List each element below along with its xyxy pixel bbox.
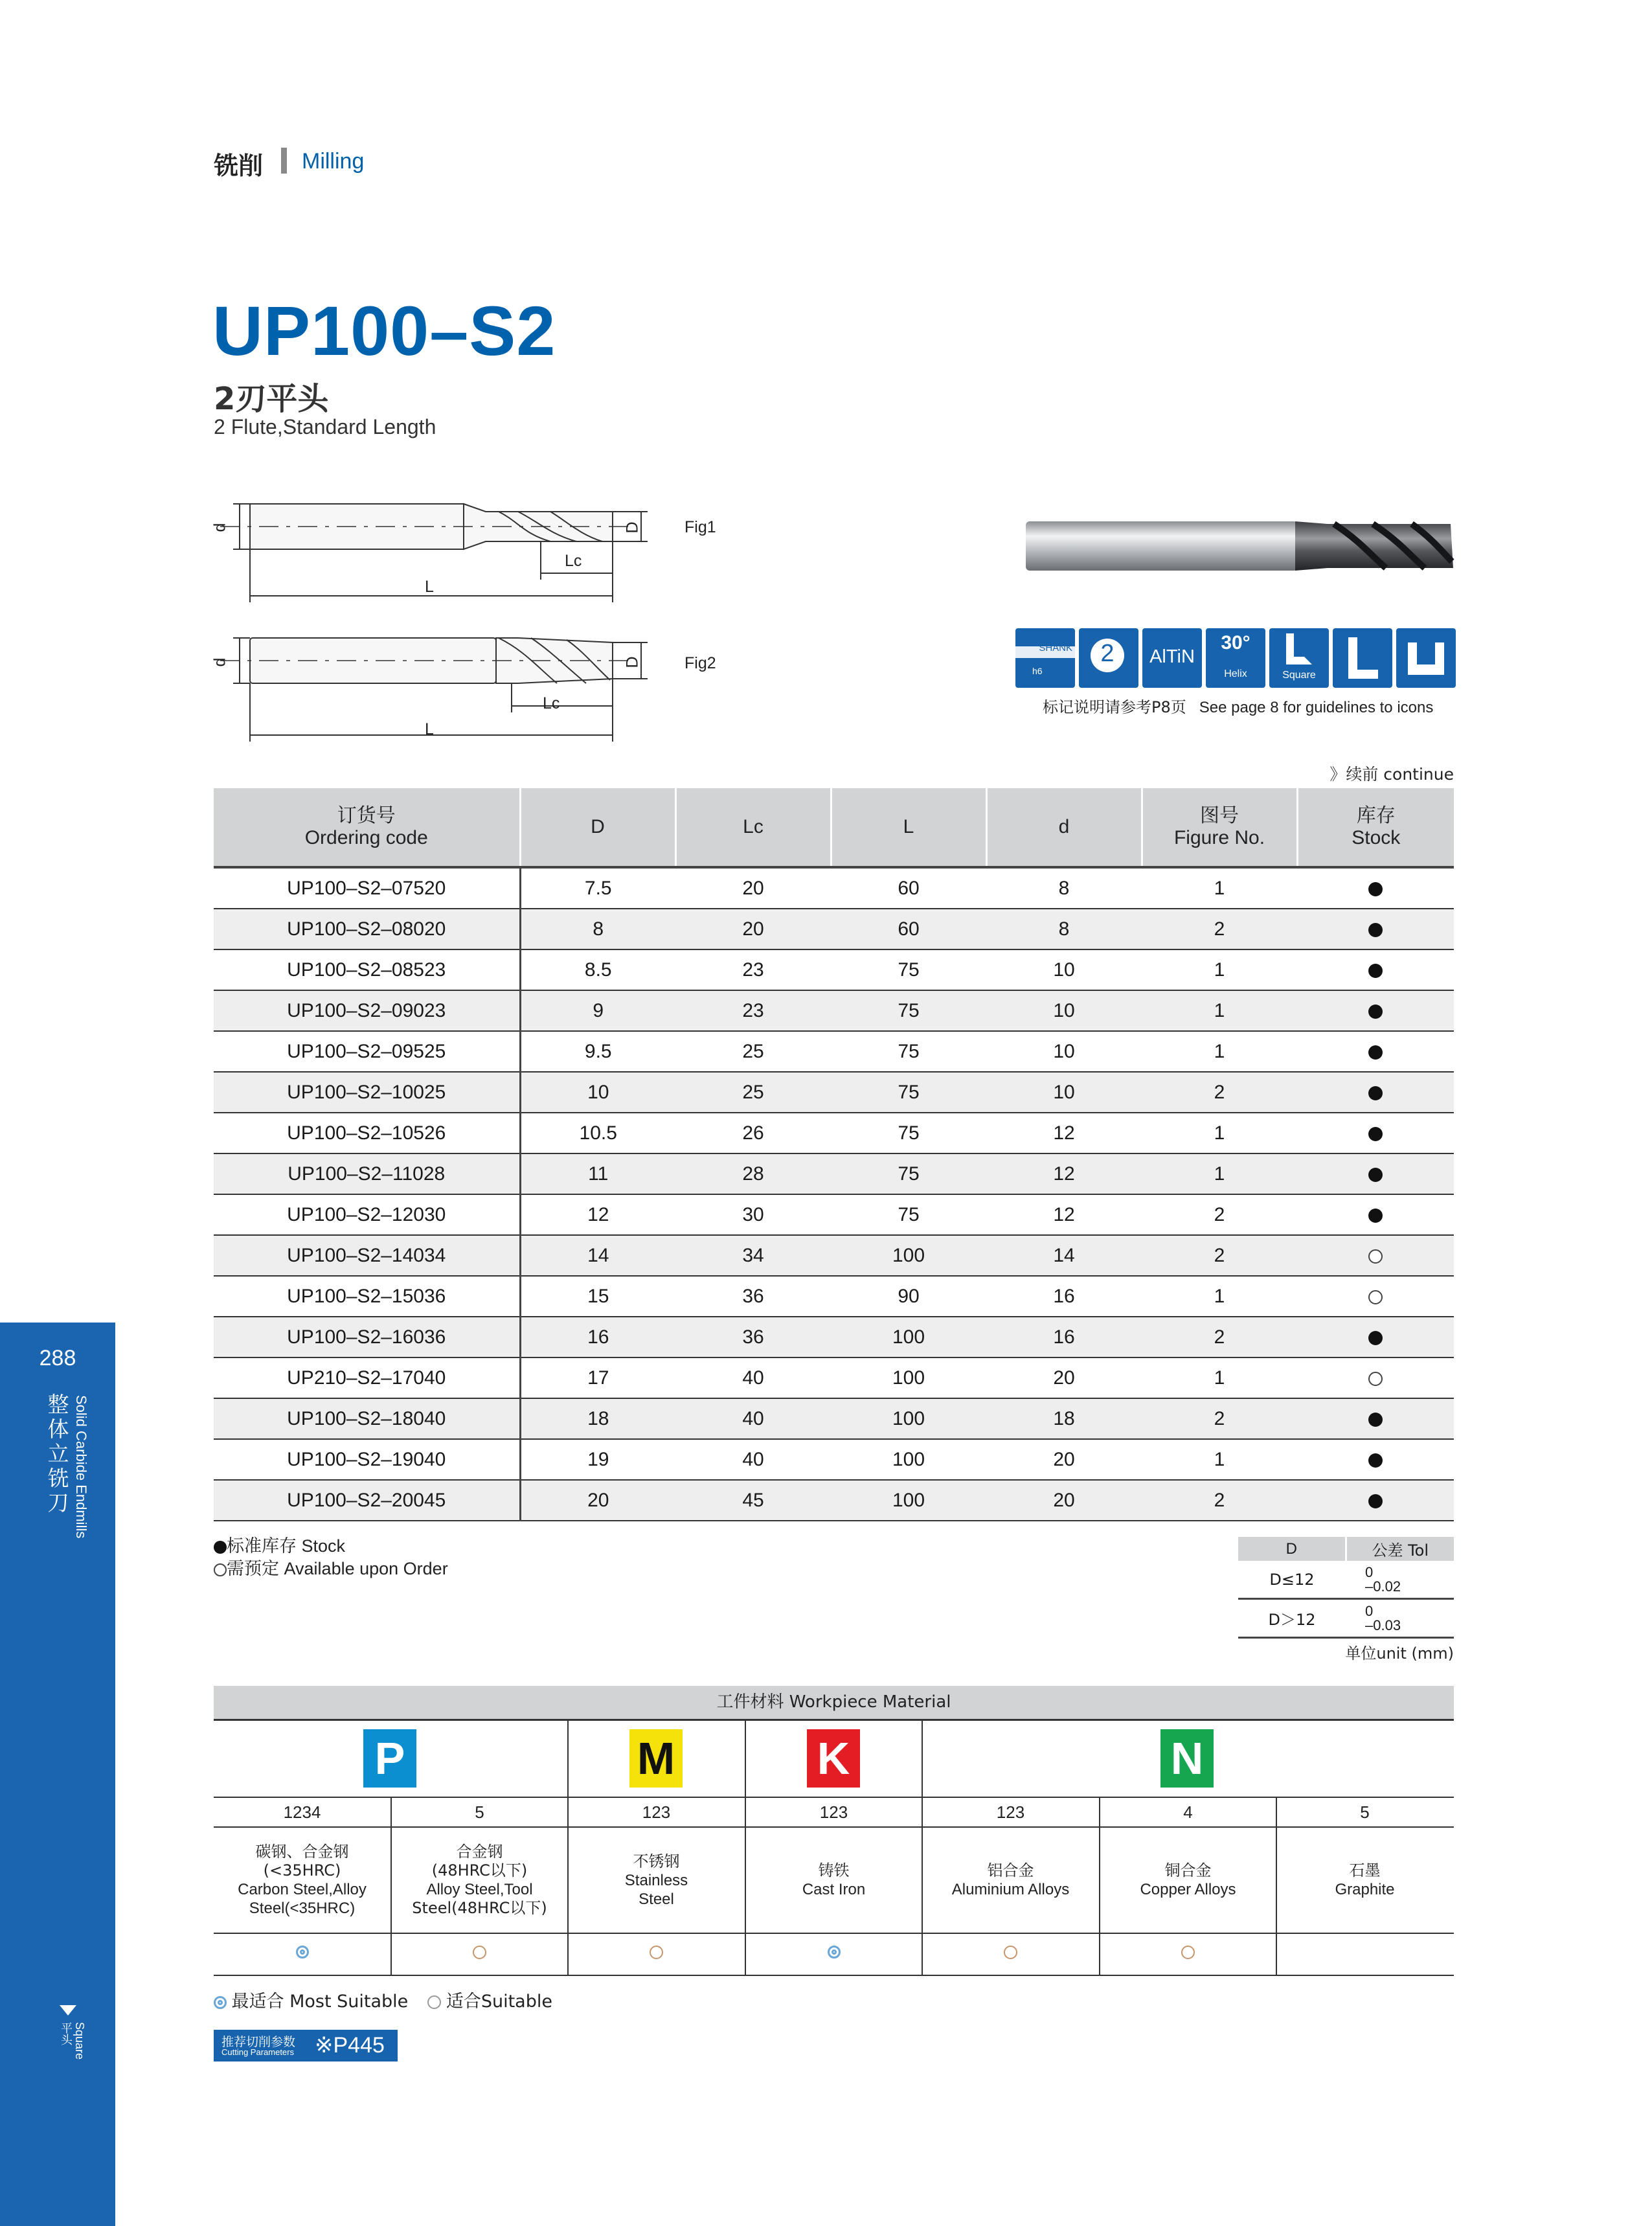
col-stock: 库存 Stock: [1297, 788, 1454, 867]
grade-carbon-steel: 1234: [283, 1802, 321, 1822]
fig1-dim-d: d: [210, 523, 229, 532]
on-order-ring-icon: [1368, 1290, 1383, 1304]
cell-fig: 1: [1142, 990, 1297, 1031]
cell-d: 16: [986, 1276, 1142, 1317]
cell-lc: 34: [675, 1235, 831, 1276]
shank-icon: [1015, 628, 1075, 688]
section-divider: [281, 148, 287, 174]
cell-l: 60: [831, 867, 986, 909]
cell-stock: [1297, 909, 1454, 949]
material-N-icon: N: [1160, 1729, 1214, 1788]
cell-d: 18: [986, 1398, 1142, 1439]
cell-l: 75: [831, 1153, 986, 1194]
fig2-dim-D: D: [623, 656, 642, 668]
in-stock-dot-icon: [1368, 1413, 1383, 1427]
cell-fig: 2: [1142, 1072, 1297, 1113]
table-row: [214, 1357, 1454, 1398]
side-tab-category-en: Solid Carbide Endmills: [73, 1395, 89, 1539]
cell-d: 12: [986, 1194, 1142, 1235]
side-tab-sub-en: Square: [73, 2022, 86, 2060]
cell-fig: 2: [1142, 1194, 1297, 1235]
grade-alloy-steel: 5: [475, 1802, 484, 1822]
cell-d: 14: [520, 1235, 675, 1276]
cell-d: 8: [520, 909, 675, 949]
tol-row: D≤12 0 –0.02: [1238, 1561, 1454, 1599]
table-row: [214, 1153, 1454, 1194]
product-name-en: 2 Flute,Standard Length: [214, 415, 436, 438]
cell-code: UP210–S2–17040: [214, 1357, 520, 1398]
cell-code: UP100–S2–09023: [214, 990, 520, 1031]
cell-d: 10: [986, 990, 1142, 1031]
cutting-btn-ref: ※P445: [315, 2033, 385, 2058]
cell-d: 10.5: [520, 1113, 675, 1153]
cutting-btn-cn: 推荐切削参数: [221, 2035, 296, 2049]
cell-fig: 1: [1142, 867, 1297, 909]
order-ring-icon: [214, 1563, 227, 1576]
cell-l: 100: [831, 1398, 986, 1439]
col-figure-no: 图号 Figure No.: [1142, 788, 1297, 867]
grade-copper: 4: [1183, 1802, 1193, 1822]
cell-d: 20: [986, 1439, 1142, 1480]
grade-aluminium: 123: [996, 1802, 1025, 1822]
cell-l: 75: [831, 1194, 986, 1235]
page-number: 288: [39, 1346, 76, 1370]
most-suitable-icon: [214, 1996, 227, 2009]
cell-code: UP100–S2–08523: [214, 949, 520, 990]
fig1-dim-Lc: Lc: [565, 552, 582, 570]
flute-count: 2: [1100, 640, 1115, 667]
in-stock-dot-icon: [1368, 1209, 1383, 1223]
cell-l: 75: [831, 990, 986, 1031]
cell-d: 11: [520, 1153, 675, 1194]
fig2-dim-d: d: [210, 657, 229, 667]
wm-divider: [214, 1975, 1454, 1976]
in-stock-dot-icon: [1368, 1005, 1383, 1019]
cell-code: UP100–S2–16036: [214, 1317, 520, 1357]
cell-d: 10: [986, 1031, 1142, 1072]
helix-icon: [1206, 628, 1265, 688]
tolerance-table: [1238, 1537, 1454, 1639]
cell-fig: 1: [1142, 949, 1297, 990]
cell-d: 10: [986, 949, 1142, 990]
cell-lc: 30: [675, 1194, 831, 1235]
cell-stock: [1297, 1113, 1454, 1153]
section-title-cn: 铣削: [214, 152, 264, 180]
cell-stock: [1297, 1439, 1454, 1480]
cell-d: 9: [520, 990, 675, 1031]
shank-icon-label: SHANK: [1039, 642, 1072, 653]
cell-lc: 36: [675, 1317, 831, 1357]
tool-drawings: [214, 492, 680, 751]
cell-l: 75: [831, 1113, 986, 1153]
suitable-icon: [1004, 1946, 1017, 1959]
side-tab-category-cn: 整体立铣刀: [47, 1392, 69, 1516]
cell-code: UP100–S2–10025: [214, 1072, 520, 1113]
cell-stock: [1297, 1194, 1454, 1235]
suitable-icon: [427, 1995, 441, 2009]
cell-l: 100: [831, 1357, 986, 1398]
cell-d: 16: [520, 1317, 675, 1357]
in-stock-dot-icon: [1368, 923, 1383, 937]
grade-cast-iron: 123: [819, 1802, 848, 1822]
in-stock-dot-icon: [1368, 964, 1383, 978]
fig1-dim-L: L: [425, 578, 434, 596]
cell-lc: 25: [675, 1072, 831, 1113]
on-order-ring-icon: [1368, 1372, 1383, 1386]
in-stock-dot-icon: [1368, 1494, 1383, 1508]
table-header-row: [214, 788, 1454, 867]
cell-d: 20: [986, 1357, 1142, 1398]
cell-fig: 1: [1142, 1276, 1297, 1317]
cell-d: 16: [986, 1317, 1142, 1357]
coating-label: AlTiN: [1149, 646, 1195, 667]
workpiece-header-divider: [214, 1719, 1454, 1721]
cell-d: 18: [520, 1398, 675, 1439]
table-row: [214, 1072, 1454, 1113]
cell-lc: 20: [675, 909, 831, 949]
cell-d: 10: [520, 1072, 675, 1113]
icon-guideline-note: [1043, 694, 1433, 717]
cell-fig: 1: [1142, 1113, 1297, 1153]
cell-fig: 1: [1142, 1357, 1297, 1398]
cell-l: 100: [831, 1317, 986, 1357]
product-name-cn: 2刃平头: [214, 381, 329, 417]
cell-lc: 36: [675, 1276, 831, 1317]
cell-l: 90: [831, 1276, 986, 1317]
table-row: [214, 1276, 1454, 1317]
side-tab-sub-cn: 平头: [59, 2022, 73, 2045]
unit-note: 单位unit (mm): [1345, 1644, 1454, 1663]
wm-divider: [214, 1797, 1454, 1798]
cell-stock: [1297, 1235, 1454, 1276]
fig1-label: Fig1: [685, 518, 716, 536]
suitable-icon: [650, 1946, 663, 1959]
table-row: [214, 1031, 1454, 1072]
cell-code: UP100–S2–20045: [214, 1480, 520, 1521]
cell-d: 20: [520, 1480, 675, 1521]
material-name-cast-iron: 铸铁 Cast Iron: [802, 1861, 866, 1898]
table-row: [214, 1398, 1454, 1439]
suitability-mark: [214, 1946, 390, 1959]
fig1-dim-D: D: [623, 521, 642, 534]
material-name-graphite: 石墨 Graphite: [1335, 1861, 1395, 1898]
cell-l: 60: [831, 909, 986, 949]
col-ordering-code: 订货号 Ordering code: [214, 788, 520, 867]
material-M-icon: M: [629, 1729, 683, 1788]
product-code-title: UP100–S2: [212, 291, 556, 370]
tol-header-D: D: [1238, 1537, 1346, 1561]
cell-code: UP100–S2–18040: [214, 1398, 520, 1439]
material-name-aluminium: 铝合金 Aluminium Alloys: [951, 1861, 1070, 1898]
in-stock-dot-icon: [1368, 1045, 1383, 1060]
material-K-icon: K: [807, 1729, 860, 1788]
cell-stock: [1297, 1357, 1454, 1398]
cell-stock: [1297, 1480, 1454, 1521]
table-row: [214, 1480, 1454, 1521]
tol-row: D＞12 0 –0.03: [1238, 1599, 1454, 1638]
cell-lc: 45: [675, 1480, 831, 1521]
cell-fig: 2: [1142, 1480, 1297, 1521]
cell-code: UP100–S2–15036: [214, 1276, 520, 1317]
cell-stock: [1297, 867, 1454, 909]
in-stock-dot-icon: [1368, 882, 1383, 896]
cell-code: UP100–S2–11028: [214, 1153, 520, 1194]
cell-fig: 2: [1142, 1398, 1297, 1439]
cell-d: 8: [986, 909, 1142, 949]
helix-angle: 30°: [1221, 632, 1250, 653]
material-name-copper: 铜合金 Copper Alloys: [1140, 1861, 1236, 1898]
in-stock-dot-icon: [1368, 1331, 1383, 1345]
table-row: [214, 949, 1454, 990]
table-row: [214, 1113, 1454, 1153]
suitability-mark: [922, 1946, 1099, 1959]
col-L: L: [831, 788, 986, 867]
grade-stainless: 123: [642, 1802, 671, 1822]
cell-fig: 2: [1142, 1317, 1297, 1357]
table-row: [214, 1194, 1454, 1235]
cell-d: 17: [520, 1357, 675, 1398]
suitability-mark: [391, 1946, 568, 1959]
cell-lc: 40: [675, 1439, 831, 1480]
suitability-legend: 最适合 Most Suitable 适合Suitable: [214, 1987, 552, 2012]
col-D: D: [520, 788, 675, 867]
helix-label: Helix: [1224, 668, 1247, 679]
cell-lc: 23: [675, 990, 831, 1031]
cell-stock: [1297, 1317, 1454, 1357]
cell-d: 12: [986, 1153, 1142, 1194]
cell-code: UP100–S2–08020: [214, 909, 520, 949]
table-row: [214, 1235, 1454, 1276]
icon-note-cn: 标记说明请参考P8页: [1043, 698, 1186, 716]
grade-graphite: 5: [1360, 1802, 1370, 1822]
cell-code: UP100–S2–12030: [214, 1194, 520, 1235]
cell-stock: [1297, 1031, 1454, 1072]
cell-stock: [1297, 1398, 1454, 1439]
cell-d: 15: [520, 1276, 675, 1317]
cell-d: 19: [520, 1439, 675, 1480]
in-stock-dot-icon: [1368, 1168, 1383, 1182]
cell-l: 100: [831, 1439, 986, 1480]
cell-stock: [1297, 990, 1454, 1031]
cell-stock: [1297, 1072, 1454, 1113]
shank-icon-tolerance: h6: [1032, 666, 1043, 676]
cell-lc: 40: [675, 1398, 831, 1439]
wm-separator: [745, 1721, 746, 1976]
cell-d: 14: [986, 1235, 1142, 1276]
cell-l: 75: [831, 1031, 986, 1072]
cell-lc: 40: [675, 1357, 831, 1398]
cell-l: 100: [831, 1480, 986, 1521]
col-Lc: Lc: [675, 788, 831, 867]
cell-lc: 28: [675, 1153, 831, 1194]
wm-separator: [922, 1721, 923, 1976]
suitable-icon: [1181, 1946, 1195, 1959]
section-title-en: Milling: [302, 149, 365, 174]
square-end-icon: [1269, 628, 1329, 688]
on-order-ring-icon: [1368, 1249, 1383, 1264]
col-d: d: [986, 788, 1142, 867]
fig2-label: Fig2: [685, 654, 716, 672]
cell-l: 75: [831, 1072, 986, 1113]
two-flute-icon: [1079, 628, 1138, 688]
fig2-dim-L: L: [425, 720, 434, 738]
table-row: [214, 1317, 1454, 1357]
cell-d: 9.5: [520, 1031, 675, 1072]
continue-note: 》续前 continue: [1330, 765, 1454, 784]
cutting-parameters-button[interactable]: [214, 2030, 398, 2061]
cell-fig: 1: [1142, 1031, 1297, 1072]
most-suitable-icon: [296, 1946, 309, 1959]
suitable-icon: [473, 1946, 486, 1959]
cell-stock: [1297, 949, 1454, 990]
cell-lc: 20: [675, 867, 831, 909]
cell-l: 75: [831, 949, 986, 990]
cell-stock: [1297, 1276, 1454, 1317]
cell-fig: 1: [1142, 1439, 1297, 1480]
wm-divider: [214, 1933, 1454, 1934]
center-cut-icon: [1396, 628, 1456, 688]
cell-stock: [1297, 1153, 1454, 1194]
material-P-icon: P: [363, 1729, 416, 1788]
material-name-stainless: 不锈钢 Stainless Steel: [624, 1852, 688, 1908]
in-stock-dot-icon: [1368, 1086, 1383, 1100]
material-name-carbon-steel: 碳钢、合金钢 (<35HRC) Carbon Steel,Alloy Steel(<35HRC): [238, 1843, 367, 1917]
suitability-mark: [745, 1946, 922, 1959]
side-arrow-icon: [60, 2005, 76, 2016]
in-stock-dot-icon: [1368, 1453, 1383, 1468]
table-row: [214, 909, 1454, 949]
cell-d: 12: [986, 1113, 1142, 1153]
coating-icon: [1142, 628, 1202, 688]
cell-lc: 25: [675, 1031, 831, 1072]
tol-header-tol: 公差 Tol: [1346, 1537, 1454, 1561]
standard-length-icon: [1333, 628, 1392, 688]
cell-l: 100: [831, 1235, 986, 1276]
table-row: [214, 1439, 1454, 1480]
cell-d: 8: [986, 867, 1142, 909]
cell-code: UP100–S2–14034: [214, 1235, 520, 1276]
specification-table: [214, 788, 1454, 1521]
cell-lc: 23: [675, 949, 831, 990]
cell-d: 8.5: [520, 949, 675, 990]
feature-icons: [1015, 628, 1456, 688]
cell-d: 12: [520, 1194, 675, 1235]
cell-code: UP100–S2–19040: [214, 1439, 520, 1480]
material-name-alloy-steel: 合金钢 (48HRC以下) Alloy Steel,Tool Steel(48HRC以下): [412, 1843, 547, 1917]
workpiece-material-header: 工件材料 Workpiece Material: [214, 1686, 1454, 1719]
fig2-dim-Lc: Lc: [543, 694, 560, 712]
cell-fig: 1: [1142, 1153, 1297, 1194]
cell-fig: 2: [1142, 909, 1297, 949]
cell-code: UP100–S2–07520: [214, 867, 520, 909]
icon-note-en: See page 8 for guidelines to icons: [1199, 699, 1434, 716]
stock-legend: 标准库存 Stock 需预定 Available upon Order: [214, 1535, 448, 1580]
tool-photo: [1023, 515, 1456, 577]
cell-d: 20: [986, 1480, 1142, 1521]
most-suitable-icon: [828, 1946, 841, 1959]
cell-d: 7.5: [520, 867, 675, 909]
cell-d: 10: [986, 1072, 1142, 1113]
stock-dot-icon: [214, 1541, 227, 1554]
cell-fig: 2: [1142, 1235, 1297, 1276]
square-label: Square: [1282, 670, 1316, 681]
suitability-mark: [1100, 1946, 1276, 1959]
wm-divider: [214, 1826, 1454, 1828]
cell-code: UP100–S2–09525: [214, 1031, 520, 1072]
cell-lc: 26: [675, 1113, 831, 1153]
cutting-btn-en: Cutting Parameters: [221, 2047, 294, 2057]
table-row: [214, 990, 1454, 1031]
cell-code: UP100–S2–10526: [214, 1113, 520, 1153]
suitability-mark: [568, 1946, 745, 1959]
table-row: [214, 867, 1454, 909]
in-stock-dot-icon: [1368, 1127, 1383, 1141]
